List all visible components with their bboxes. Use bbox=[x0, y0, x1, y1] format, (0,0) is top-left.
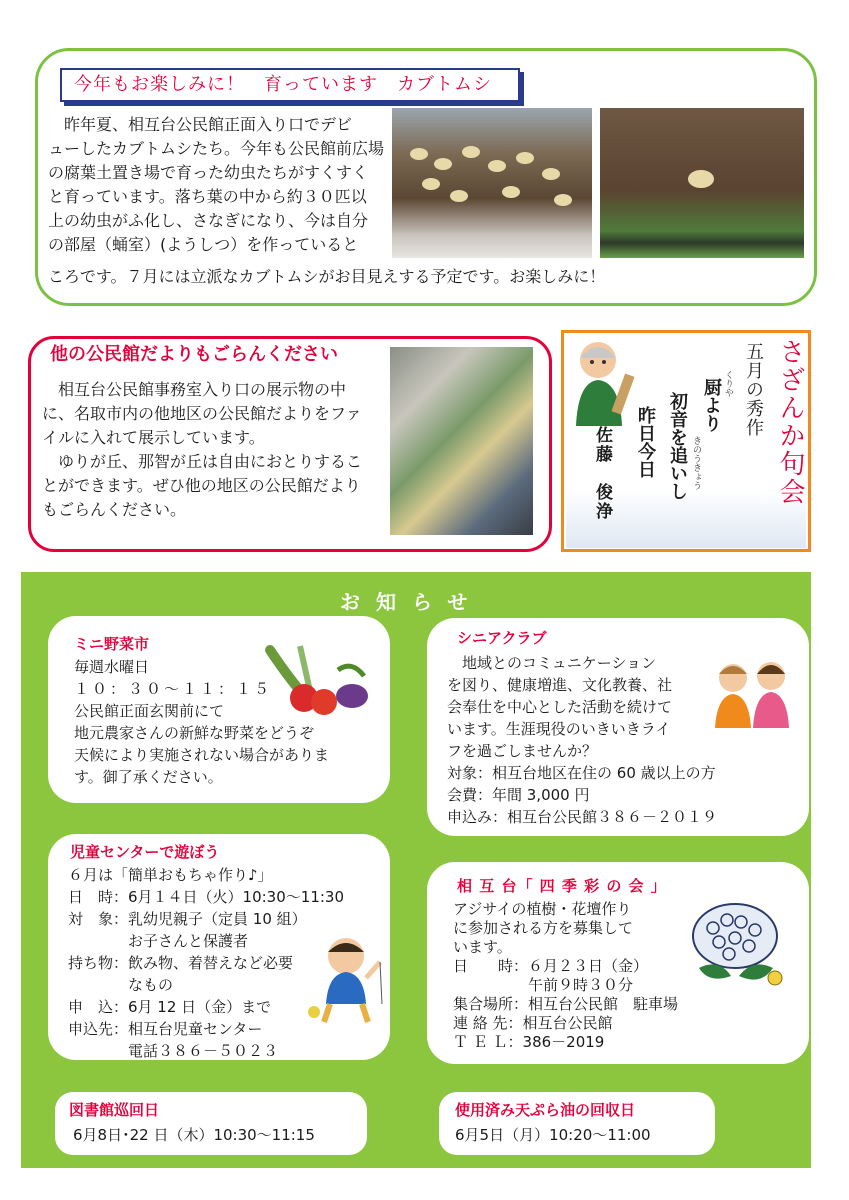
text-line: 公民館正面玄関前にて bbox=[74, 702, 225, 720]
card-heading: 児童センターで遊ぼう bbox=[70, 843, 220, 861]
card-body bbox=[453, 900, 678, 1052]
text-line: 集合場所：相互台公民館 駐車場 bbox=[453, 995, 679, 1013]
text-line: に、名取市内の他地区の公民館だよりをファ bbox=[42, 404, 362, 423]
text-line: 電話３８６－５０２３ bbox=[68, 1042, 279, 1060]
text-line: ６月は「簡単おもちゃ作り♪」 bbox=[68, 866, 273, 884]
text-line: 連 絡 先：相互台公民館 bbox=[453, 1014, 613, 1032]
text-line: 相互台公民館事務室入り口の展示物の中 bbox=[42, 380, 347, 399]
text-line: 申込み：相互台公民館３８６－２０１９ bbox=[447, 808, 718, 826]
text-line: 日 時：６月２３日（金） bbox=[453, 957, 649, 975]
shikisai-club-card bbox=[427, 862, 809, 1064]
text-line: の部屋（蛹室）(ようしつ）を作っていると bbox=[48, 235, 359, 254]
card-heading: 相 互 台「 四 季 彩 の 会 」 bbox=[457, 877, 667, 895]
other-kominkan-body bbox=[42, 378, 382, 522]
text-line: を図り、健康増進、文化教養、社 bbox=[447, 676, 673, 694]
text-line: ューしたカブトムシたち。今年も公民館前広場 bbox=[48, 139, 385, 158]
childrens-center-card bbox=[48, 834, 390, 1060]
haiku-subtitle: 五月の秀作 bbox=[743, 342, 764, 437]
text-line: に参加される方を募集して bbox=[453, 919, 634, 937]
newsletter-display-photo bbox=[390, 347, 533, 535]
haiku-line-1: 厨より bbox=[701, 378, 722, 432]
text-line: 毎週水曜日 bbox=[74, 658, 150, 676]
text-line: 持ち物：飲み物、着替えなど必要 bbox=[68, 954, 294, 972]
text-line: 上の幼虫がふ化し、さなぎになり、今は自分 bbox=[48, 211, 369, 230]
card-body bbox=[68, 864, 344, 1062]
card-heading: シニアクラブ bbox=[457, 629, 547, 647]
text-line: 午前９時３０分 bbox=[453, 976, 634, 994]
text-line: 地元農家さんの新鮮な野菜をどうぞ bbox=[74, 724, 315, 742]
text-line: 対象：相互台地区在住の 60 歳以上の方 bbox=[447, 764, 716, 782]
notices-title: お知らせ bbox=[340, 590, 484, 614]
text-line: 会奉仕を中心とした活動を続けて bbox=[447, 698, 673, 716]
elderly-man-illustration bbox=[570, 338, 640, 428]
text-line: います。 bbox=[453, 938, 512, 956]
text-line: 申 込：6月 12 日（金）まで bbox=[68, 998, 272, 1016]
card-body bbox=[447, 652, 717, 828]
text-line: お子さんと保護者 bbox=[68, 932, 249, 950]
text-line: なもの bbox=[68, 976, 174, 994]
text-line: とができます。ぜひ他の地区の公民館だより bbox=[42, 476, 361, 495]
text-line: 申込先：相互台児童センター bbox=[68, 1020, 263, 1038]
text-line: す。御了承ください。 bbox=[74, 768, 223, 786]
haiku-ruby: きのうきょう bbox=[691, 436, 701, 490]
mini-vegetable-market-card bbox=[48, 616, 390, 803]
text-line: イルに入れて展示しています。 bbox=[42, 428, 265, 447]
text-line: います。生涯現役のいきいきライ bbox=[447, 720, 671, 738]
text-line: 天候により実施されない場合がありま bbox=[74, 746, 330, 764]
kabutomushi-title: 今年もお楽しみに！ 育っています カブトムシ bbox=[60, 68, 520, 102]
haiku-club-name: さざんか句会 bbox=[775, 338, 805, 506]
text-line: １０：３０～１１：１５ bbox=[74, 680, 273, 698]
haiku-ruby: くりや bbox=[723, 370, 733, 397]
card-heading: ミニ野菜市 bbox=[74, 635, 150, 653]
card-heading: 図書館巡回日 bbox=[69, 1101, 160, 1119]
kabutomushi-last-line: ころです。７月には立派なカブトムシがお目見えする予定です。お楽しみに！ bbox=[48, 267, 606, 286]
library-visit-card bbox=[55, 1092, 367, 1155]
larvae-photo bbox=[392, 108, 592, 258]
text-line: と育っています。落ち葉の中から約３０匹以 bbox=[48, 187, 367, 206]
pupa-photo bbox=[600, 108, 804, 258]
card-heading: 使用済み天ぷら油の回収日 bbox=[455, 1101, 636, 1119]
other-kominkan-title: 他の公民館だよりもごらんください bbox=[50, 344, 338, 365]
tempura-oil-collection-card bbox=[439, 1092, 715, 1155]
seniors-icon bbox=[709, 648, 801, 728]
text-line: 対 象：乳幼児親子（定員 10 組） bbox=[68, 910, 307, 928]
text-line: もごらんください。 bbox=[42, 500, 187, 519]
child-with-toy-icon bbox=[306, 934, 386, 1026]
text-line: アジサイの植樹・花壇作り bbox=[453, 900, 632, 918]
vegetables-icon bbox=[260, 640, 372, 716]
text-line: 昨年夏、相互台公民館正面入り口でデビ bbox=[48, 115, 353, 134]
kabutomushi-body bbox=[48, 113, 388, 257]
haiku-line-3: 昨日今日 bbox=[635, 406, 656, 478]
hydrangea-icon bbox=[679, 898, 791, 990]
oil-collection-date: 6月5日（月）10:20～11:00 bbox=[455, 1126, 651, 1144]
text-line: Ｔ Ｅ Ｌ：386－2019 bbox=[453, 1033, 605, 1051]
senior-club-card bbox=[427, 618, 809, 836]
text-line: 地域とのコミュニケーション bbox=[447, 654, 657, 672]
text-line: 日 時：6月１４日（火）10:30～11:30 bbox=[68, 888, 344, 906]
text-line: の腐葉土置き場で育った幼虫たちがすくすく bbox=[48, 163, 369, 182]
library-visit-date: 6月8日･22 日（木）10:30～11:15 bbox=[73, 1126, 315, 1144]
text-line: 会費：年間 3,000 円 bbox=[447, 786, 590, 804]
text-line: ゆりが丘、那智が丘は自由におとりするこ bbox=[42, 452, 363, 471]
text-line: フを過ごしませんか？ bbox=[447, 742, 598, 760]
haiku-line-2: 初音を追いし bbox=[667, 392, 688, 500]
haiku-author: 佐藤 俊浄 bbox=[592, 426, 612, 521]
